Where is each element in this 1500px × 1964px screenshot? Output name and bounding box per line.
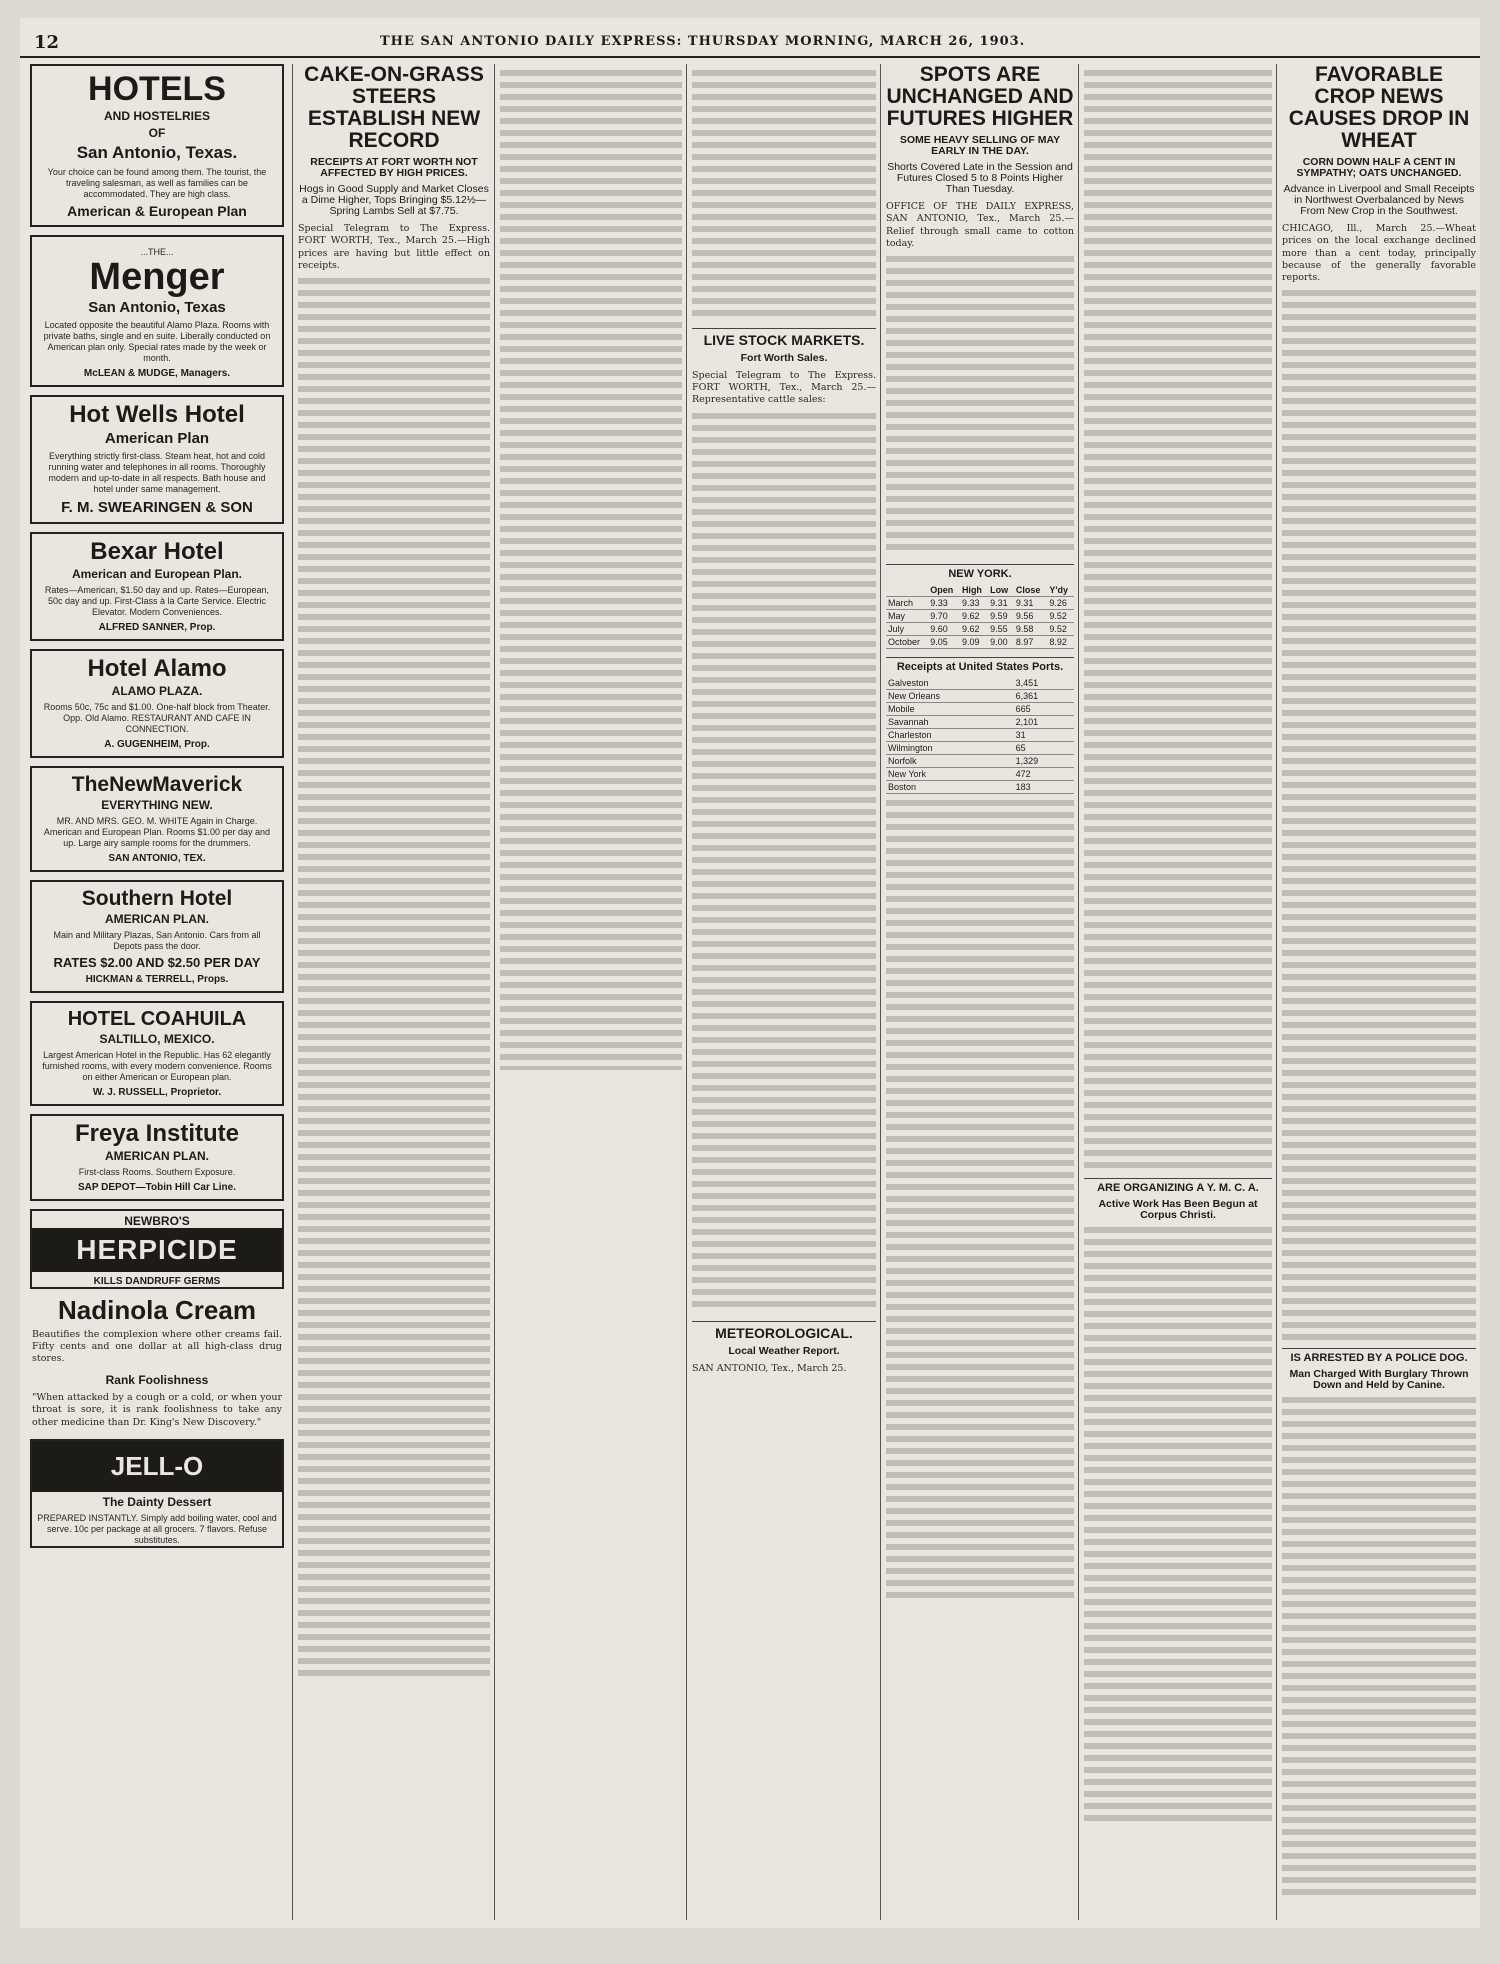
table-cell: 3,451 — [1014, 677, 1074, 690]
livestock-column — [500, 64, 682, 1920]
hotels-title: HOTELS — [88, 70, 226, 108]
southern-rates: RATES $2.00 AND $2.50 PER DAY — [53, 955, 261, 970]
southern-body: Main and Military Plazas, San Antonio. Cars from all Depots pass the door. — [53, 930, 261, 951]
alamo-foot: A. GUGENHEIM, Prop. — [104, 739, 210, 750]
hotwells-body: Everything strictly first-class. Steam heat, hot and cold running water and telephones in all rooms. Thoroughly modern and up-to-date in all respects. Bath house and hotel under same management. — [48, 451, 266, 494]
table-row — [886, 742, 1074, 755]
ymca-head: ARE ORGANIZING A Y. M. C. A. — [1084, 1178, 1272, 1194]
table-header: Y'dy — [1047, 584, 1074, 597]
livestock-sub: Fort Worth Sales. — [740, 352, 828, 364]
alamo-title: Hotel Alamo — [87, 655, 227, 682]
coahuila-body: Largest American Hotel in the Republic. Has 62 elegantly furnished rooms, with every modern convenience. Rooms on either American or European plan. — [42, 1050, 272, 1082]
bexar-title: Bexar Hotel — [90, 538, 224, 565]
table-header-row — [886, 584, 1074, 597]
table-cell: March — [886, 597, 928, 610]
column-text — [886, 800, 1074, 1600]
freya-title: Freya Institute — [74, 1120, 240, 1147]
table-row — [886, 690, 1074, 703]
column-rule — [880, 64, 881, 1920]
coahuila-sub: SALTILLO, MEXICO. — [99, 1032, 215, 1046]
cake-lead: Special Telegram to The Express. FORT WORTH, Tex., March 25.—High prices are having but little effect on receipts. — [298, 223, 490, 271]
spots-subhead: SOME HEAVY SELLING OF MAY EARLY IN THE DAY. — [899, 134, 1061, 158]
alamo-ad — [30, 649, 284, 758]
crop-subhead: CORN DOWN HALF A CENT IN SYMPATHY; OATS UNCHANGED. — [1296, 156, 1462, 180]
spots-headline: SPOTS ARE UNCHANGED AND FUTURES HIGHER — [886, 64, 1074, 131]
herpicide-title: HERPICIDE — [32, 1228, 282, 1272]
southern-foot: HICKMAN & TERRELL, Props. — [85, 974, 229, 985]
maverick-title: TheNewMaverick — [71, 773, 243, 796]
alamo-body: Rooms 50c, 75c and $1.00. One-half block from Theater. Opp. Old Alamo. RESTAURANT AND CAFE IN CONNECTION. — [43, 702, 271, 734]
ymca-sub: Active Work Has Been Begun at Corpus Christi. — [1098, 1198, 1258, 1222]
jello-ad — [30, 1439, 284, 1548]
nadinola-title: Nadinola Cream — [58, 1295, 256, 1325]
meteorological-lead: SAN ANTONIO, Tex., March 25. — [692, 1362, 847, 1374]
table-cell: 65 — [1014, 742, 1074, 755]
table-cell: Mobile — [886, 703, 1014, 716]
paper-title: THE SAN ANTONIO DAILY EXPRESS: THURSDAY MORNING, MARCH 26, 1903. — [380, 34, 1026, 49]
table-cell: 9.55 — [988, 623, 1014, 636]
southern-ad — [30, 880, 284, 993]
bexar-foot: ALFRED SANNER, Prop. — [98, 622, 216, 633]
table-row — [886, 716, 1074, 729]
table-row — [886, 636, 1074, 649]
southern-title: Southern Hotel — [81, 887, 233, 910]
ny-futures-table — [886, 584, 1074, 649]
police-sub: Man Charged With Burglary Thrown Down and Held by Canine. — [1289, 1368, 1469, 1392]
table-cell: May — [886, 610, 928, 623]
hotels-ad — [30, 64, 284, 227]
column-rule — [494, 64, 495, 1920]
table-cell: 2,101 — [1014, 716, 1074, 729]
cake-column — [298, 64, 490, 1920]
herpicide-ad — [30, 1209, 284, 1289]
table-cell: July — [886, 623, 928, 636]
maverick-ad — [30, 766, 284, 872]
column-rule — [686, 64, 687, 1920]
column-text — [886, 256, 1074, 556]
table-row — [886, 703, 1074, 716]
menger-sub: San Antonio, Texas — [88, 299, 226, 316]
table-cell: 6,361 — [1014, 690, 1074, 703]
crop-deck: Advance in Liverpool and Small Receipts in Northwest Overbalanced by News From New Crop in the Southwest. — [1283, 183, 1475, 218]
bexar-ad — [30, 532, 284, 641]
table-cell: Boston — [886, 781, 1014, 794]
table-row — [886, 768, 1074, 781]
coahuila-title: HOTEL COAHUILA — [67, 1008, 247, 1030]
spots-column — [886, 64, 1074, 1920]
spots-deck: Shorts Covered Late in the Session and Futures Closed 5 to 8 Points Higher Than Tuesday. — [887, 161, 1073, 196]
menger-ad — [30, 235, 284, 387]
table-cell: Wilmington — [886, 742, 1014, 755]
hotels-city: San Antonio, Texas. — [76, 143, 238, 162]
meteorological-sub: Local Weather Report. — [728, 1344, 840, 1357]
ads-column — [26, 64, 288, 1920]
jello-sub: The Dainty Dessert — [102, 1494, 212, 1509]
table-cell: 183 — [1014, 781, 1074, 794]
column-text — [1084, 1227, 1272, 1827]
table-row — [886, 677, 1074, 690]
menger-body: Located opposite the beautiful Alamo Plaza. Rooms with private baths, single and en suite. Liberally conducted on American plan only. Special rates made by the week or month. — [43, 320, 271, 363]
table-cell: New Orleans — [886, 690, 1014, 703]
menger-pre: ...THE... — [140, 247, 174, 257]
column-rule — [292, 64, 293, 1920]
hotwells-foot: F. M. SWEARINGEN & SON — [61, 499, 253, 516]
table-cell: 9.33 — [960, 597, 988, 610]
receipts-title: Receipts at United States Ports. — [886, 657, 1074, 673]
hotwells-sub: American Plan — [104, 430, 210, 447]
nadinola-ad — [26, 1297, 288, 1366]
table-cell: 9.31 — [1014, 597, 1047, 610]
table-cell: 9.58 — [1014, 623, 1047, 636]
maverick-sub: EVERYTHING NEW. — [101, 798, 213, 812]
hotels-sub: AND HOSTELRIES — [103, 109, 210, 123]
hotwells-ad — [30, 395, 284, 524]
hotels-sub: OF — [148, 126, 166, 140]
table-cell: 9.59 — [988, 610, 1014, 623]
column-text — [1282, 290, 1476, 1340]
table-header: High — [960, 584, 988, 597]
nadinola-body: Beautifies the complexion where other creams fail. Fifty cents and one dollar at all high-class drug stores. — [32, 1329, 282, 1365]
crop-headline: FAVORABLE CROP NEWS CAUSES DROP IN WHEAT — [1288, 64, 1470, 153]
meteorological-head: METEOROLOGICAL. — [692, 1321, 876, 1341]
markets-column — [692, 64, 876, 1920]
table-cell: 9.52 — [1047, 610, 1074, 623]
table-cell: 9.09 — [960, 636, 988, 649]
hotwells-title: Hot Wells Hotel — [69, 401, 245, 428]
livestock-lead: Special Telegram to The Express. FORT WORTH, Tex., March 25.—Representative cattle sales: — [692, 370, 876, 406]
receipts-table — [886, 677, 1074, 794]
table-cell: Norfolk — [886, 755, 1014, 768]
table-cell: 9.00 — [988, 636, 1014, 649]
rank-article — [26, 1374, 288, 1429]
table-cell: Galveston — [886, 677, 1014, 690]
table-cell: 9.31 — [988, 597, 1014, 610]
ny-futures-title: NEW YORK. — [886, 564, 1074, 580]
table-row — [886, 729, 1074, 742]
column-text — [500, 70, 682, 1070]
hotels-plan: American & European Plan — [67, 203, 247, 219]
cake-headline: CAKE-ON-GRASS STEERS ESTABLISH NEW RECORD — [304, 64, 484, 153]
cotton-column — [1084, 64, 1272, 1920]
cake-deck: Hogs in Good Supply and Market Closes a Dime Higher, Tops Bringing $5.12½—Spring Lambs Sell at $7.75. — [299, 183, 489, 218]
grain-column — [1282, 64, 1476, 1920]
column-text — [1084, 70, 1272, 1170]
table-cell: Charleston — [886, 729, 1014, 742]
table-row — [886, 610, 1074, 623]
table-header — [886, 584, 928, 597]
table-cell: 9.62 — [960, 610, 988, 623]
table-cell: 9.56 — [1014, 610, 1047, 623]
coahuila-foot: W. J. RUSSELL, Proprietor. — [92, 1087, 222, 1098]
table-cell: 8.92 — [1047, 636, 1074, 649]
table-cell: 9.60 — [928, 623, 960, 636]
spots-lead: OFFICE OF THE DAILY EXPRESS, SAN ANTONIO, Tex., March 25.—Relief through small came to cotton today. — [886, 201, 1074, 249]
bexar-sub: American and European Plan. — [71, 567, 243, 581]
cake-column-text — [298, 278, 490, 1678]
table-cell: 8.97 — [1014, 636, 1047, 649]
table-cell: October — [886, 636, 928, 649]
table-row — [886, 597, 1074, 610]
freya-foot: SAP DEPOT—Tobin Hill Car Line. — [78, 1182, 236, 1193]
freya-sub: AMERICAN PLAN. — [105, 1149, 209, 1163]
table-row — [886, 755, 1074, 768]
table-row — [886, 623, 1074, 636]
maverick-foot: SAN ANTONIO, TEX. — [108, 853, 206, 864]
column-rule — [1078, 64, 1079, 1920]
menger-title: Menger — [89, 256, 225, 298]
herpicide-top: NEWBRO'S — [124, 1214, 190, 1228]
table-row — [886, 781, 1074, 794]
jello-title: JELL-O — [32, 1441, 282, 1492]
maverick-body: MR. AND MRS. GEO. M. WHITE Again in Charge. American and European Plan. Rooms $1.00 per day and up. Large airy sample rooms for the drummers. — [43, 816, 271, 848]
table-header: Low — [988, 584, 1014, 597]
table-cell: New York — [886, 768, 1014, 781]
crop-lead: CHICAGO, Ill., March 25.—Wheat prices on the local exchange declined more than a cent today, principally because of the generally favorable reports. — [1282, 223, 1476, 284]
table-cell: Savannah — [886, 716, 1014, 729]
table-cell: 9.62 — [960, 623, 988, 636]
table-cell: 31 — [1014, 729, 1074, 742]
table-cell: 665 — [1014, 703, 1074, 716]
livestock-head: LIVE STOCK MARKETS. — [692, 328, 876, 348]
freya-body: First-class Rooms. Southern Exposure. — [78, 1167, 236, 1177]
column-text — [692, 413, 876, 1313]
alamo-sub: ALAMO PLAZA. — [111, 684, 203, 698]
table-header: Open — [928, 584, 960, 597]
table-header: Close — [1014, 584, 1047, 597]
table-cell: 472 — [1014, 768, 1074, 781]
table-cell: 1,329 — [1014, 755, 1074, 768]
table-cell: 9.70 — [928, 610, 960, 623]
herpicide-foot: KILLS DANDRUFF GERMS — [93, 1276, 221, 1287]
table-cell: 9.33 — [928, 597, 960, 610]
column-rule — [1276, 64, 1277, 1920]
newspaper-page — [20, 18, 1480, 1928]
cake-subhead: RECEIPTS AT FORT WORTH NOT AFFECTED BY HIGH PRICES. — [310, 156, 478, 180]
jello-body: PREPARED INSTANTLY. Simply add boiling water, cool and serve. 10c per package at all grocers. 7 flavors. Refuse substitutes. — [37, 1512, 277, 1545]
menger-foot: McLEAN & MUDGE, Managers. — [83, 368, 231, 379]
table-cell: 9.05 — [928, 636, 960, 649]
southern-sub: AMERICAN PLAN. — [105, 912, 209, 926]
police-head: IS ARRESTED BY A POLICE DOG. — [1282, 1348, 1476, 1364]
table-cell: 9.26 — [1047, 597, 1074, 610]
masthead — [20, 26, 1480, 58]
hotels-body: Your choice can be found among them. The tourist, the traveling salesman, as well as families can be accommodated. They are high class. — [47, 167, 267, 199]
coahuila-ad — [30, 1001, 284, 1106]
rank-title: Rank Foolishness — [105, 1372, 209, 1387]
bexar-body: Rates—American, $1.50 day and up. Rates—European, 50c day and up. First-Class à la Carte Service. Electric Elevator. Modern Conveniences. — [44, 585, 270, 617]
column-text — [1282, 1397, 1476, 1897]
page-number: 12 — [34, 32, 60, 53]
table-cell: 9.52 — [1047, 623, 1074, 636]
freya-ad — [30, 1114, 284, 1201]
rank-body: "When attacked by a cough or a cold, or when your throat is sore, it is rank foolishness to take any other medicine than Dr. King's New Discovery." — [32, 1392, 282, 1428]
column-text — [692, 70, 876, 320]
